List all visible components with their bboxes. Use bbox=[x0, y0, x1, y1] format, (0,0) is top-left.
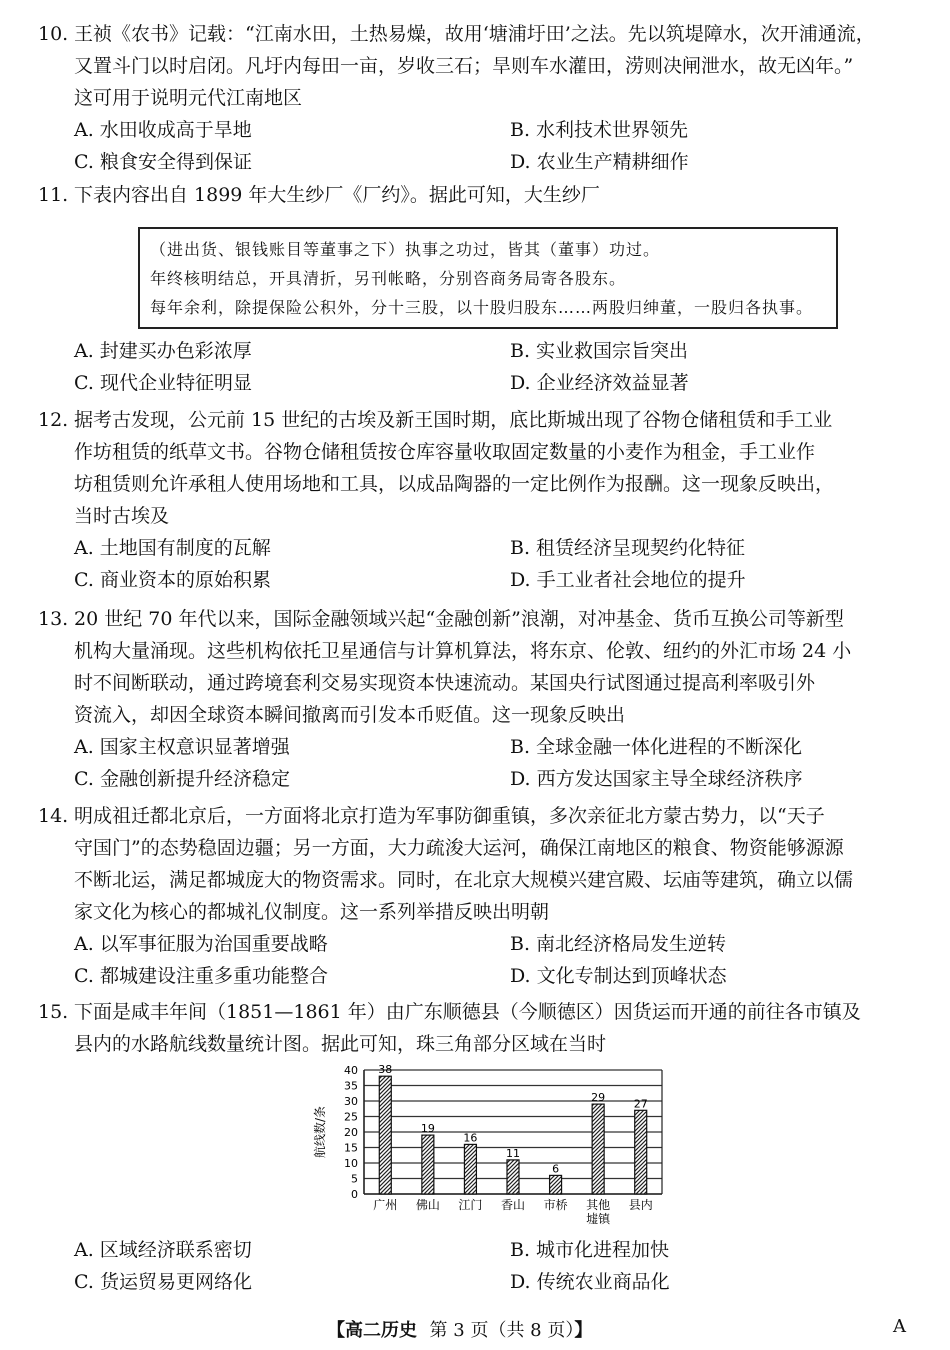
x-category-label: 香山 bbox=[500, 1198, 526, 1212]
question-15 bbox=[38, 996, 916, 1060]
question-10 bbox=[38, 18, 916, 178]
option-d[interactable]: D. 文化专制达到顶峰状态 bbox=[510, 965, 727, 987]
question-stem-line: 又置斗门以时启闭。凡圩内每田一亩，岁收三石；旱则车水灌田，涝则决闸泄水，故无凶年。” bbox=[74, 55, 854, 77]
question-stem-line: 13. 20 世纪 70 年代以来，国际金融领域兴起“金融创新”浪潮，对冲基金、货币互换公司等新型 bbox=[38, 603, 916, 635]
option-a[interactable]: A. 国家主权意识显著增强 bbox=[74, 736, 290, 758]
bar-value-label: 6 bbox=[552, 1162, 560, 1176]
question-stem-line: 县内的水路航线数量统计图。据此可知，珠三角部分区域在当时 bbox=[74, 1033, 607, 1055]
option-c[interactable]: C. 商业资本的原始积累 bbox=[74, 569, 271, 591]
option-d[interactable]: D. 传统农业商品化 bbox=[510, 1271, 670, 1293]
question-stem-line: 15. 下面是咸丰年间（1851—1861 年）由广东顺德县（今顺德区）因货运而开通的前往各市镇及 bbox=[38, 996, 916, 1028]
question-stem-line: 坊租赁则允许承租人使用场地和工具，以成品陶器的一定比例作为报酬。这一现象反映出， bbox=[74, 473, 835, 495]
option-a[interactable]: A. 水田收成高于旱地 bbox=[74, 119, 252, 141]
option-a[interactable]: A. 土地国有制度的瓦解 bbox=[74, 537, 271, 559]
question-11-options bbox=[38, 335, 916, 399]
question-14 bbox=[38, 800, 916, 992]
y-tick-label: 40 bbox=[344, 1064, 358, 1077]
option-c[interactable]: C. 货运贸易更网络化 bbox=[74, 1271, 252, 1293]
option-c[interactable]: C. 粮食安全得到保证 bbox=[74, 151, 252, 173]
y-tick-label: 5 bbox=[351, 1172, 358, 1186]
question-stem-line: 10. 王祯《农书》记载：“江南水田，土热易燥，故用‘塘浦圩田’之法。先以筑堤障水，次开浦通流， bbox=[38, 18, 916, 50]
question-stem-line: 资流入，却因全球资本瞬间撤离而引发本币贬值。这一现象反映出 bbox=[74, 704, 626, 726]
x-category-label: 县内 bbox=[628, 1198, 653, 1212]
options bbox=[38, 114, 916, 178]
option-b[interactable]: B. 城市化进程加快 bbox=[510, 1239, 670, 1261]
y-tick-label: 15 bbox=[344, 1141, 358, 1155]
question-stem-line: 这可用于说明元代江南地区 bbox=[74, 87, 303, 109]
x-category-label: 佛山 bbox=[415, 1198, 440, 1212]
question-number: 15. bbox=[38, 1001, 69, 1023]
option-a[interactable]: A. 区域经济联系密切 bbox=[74, 1239, 252, 1261]
question-stem-line: 当时古埃及 bbox=[74, 505, 170, 527]
bar bbox=[592, 1104, 604, 1194]
x-category-label: 江门 bbox=[458, 1198, 483, 1212]
question-15-options bbox=[38, 1234, 916, 1298]
option-b[interactable]: B. 水利技术世界领先 bbox=[510, 119, 689, 141]
y-tick-label: 0 bbox=[351, 1188, 358, 1201]
question-stem-line: 11. 下表内容出自 1899 年大生纱厂《厂约》。据此可知，大生纱厂 bbox=[38, 179, 916, 211]
options bbox=[38, 1234, 916, 1298]
question-stem-line: 时不间断联动，通过跨境套利交易实现资本快速流动。某国央行试图通过提高利率吸引外 bbox=[74, 672, 816, 694]
option-b[interactable]: B. 全球金融一体化进程的不断深化 bbox=[510, 736, 803, 758]
y-tick-label: 30 bbox=[344, 1095, 358, 1108]
bar bbox=[379, 1076, 391, 1194]
question-stem-line: 作坊租赁的纸草文书。谷物仓储租赁按仓库容量收取固定数量的小麦作为租金，手工业作 bbox=[74, 441, 816, 463]
options bbox=[38, 928, 916, 992]
option-c[interactable]: C. 现代企业特征明显 bbox=[74, 372, 252, 394]
quote-line: 每年余利，除提保险公积外，分十三股，以十股归股东……两股归绅董，一股归各执事。 bbox=[150, 298, 814, 317]
question-11 bbox=[38, 179, 916, 211]
y-tick-label: 20 bbox=[344, 1126, 358, 1139]
x-category-label: 广州 bbox=[373, 1198, 398, 1212]
option-b[interactable]: B. 租赁经济呈现契约化特征 bbox=[510, 537, 746, 559]
options bbox=[38, 731, 916, 795]
option-c[interactable]: C. 都城建设注重多重功能整合 bbox=[74, 965, 328, 987]
bar bbox=[507, 1160, 519, 1194]
question-stem-line: 家文化为核心的都城礼仪制度。这一系列举措反映出明朝 bbox=[74, 901, 550, 923]
x-category-label: 其他 bbox=[586, 1198, 611, 1212]
bar bbox=[464, 1144, 476, 1194]
options bbox=[38, 532, 916, 596]
bar-value-label: 16 bbox=[463, 1131, 478, 1145]
question-stem-line: 14. 明成祖迁都北京后，一方面将北京打造为军事防御重镇，多次亲征北方蒙古势力，以“天子 bbox=[38, 800, 916, 832]
y-tick-label: 25 bbox=[344, 1110, 358, 1124]
option-d[interactable]: D. 农业生产精耕细作 bbox=[510, 151, 689, 173]
x-category-label: 墟镇 bbox=[586, 1212, 611, 1226]
page-number: 第 3 页（共 8 页） bbox=[429, 1320, 575, 1341]
option-d[interactable]: D. 手工业者社会地位的提升 bbox=[510, 569, 746, 591]
bar-value-label: 29 bbox=[591, 1091, 606, 1105]
bar bbox=[550, 1175, 562, 1194]
question-stem-line: 机构大量涌现。这些机构依托卫星通信与计算机算法，将东京、伦敦、纽约的外汇市场 24 小 bbox=[74, 640, 852, 662]
question-number: 10. bbox=[38, 23, 69, 45]
footer-title: 【高二历史 第 3 页（共 8 页）】 bbox=[327, 1320, 593, 1341]
source-quote-box bbox=[138, 227, 838, 329]
question-number: 11. bbox=[38, 184, 69, 206]
option-b[interactable]: B. 南北经济格局发生逆转 bbox=[510, 933, 727, 955]
question-stem-line: 不断北运，满足都城庞大的物资需求。同时，在北京大规模兴建宫殿、坛庙等建筑，确立以儒 bbox=[74, 869, 854, 891]
question-number: 13. bbox=[38, 608, 69, 630]
x-category-label: 市桥 bbox=[543, 1198, 568, 1212]
quote-line: 年终核明结总，开具清折，另刊帐略，分别咨商务局寄各股东。 bbox=[150, 269, 627, 288]
route-count-bar-chart bbox=[300, 1062, 680, 1242]
version-label: A bbox=[893, 1316, 906, 1337]
question-number: 14. bbox=[38, 805, 69, 827]
question-stem-line: 守国门”的态势稳固边疆；另一方面，大力疏浚大运河，确保江南地区的粮食、物资能够源源 bbox=[74, 837, 844, 859]
bar-value-label: 11 bbox=[506, 1146, 520, 1160]
option-b[interactable]: B. 实业救国宗旨突出 bbox=[510, 340, 689, 362]
question-12 bbox=[38, 404, 916, 596]
bar bbox=[635, 1110, 647, 1194]
option-a[interactable]: A. 以军事征服为治国重要战略 bbox=[74, 933, 328, 955]
question-13 bbox=[38, 603, 916, 795]
option-a[interactable]: A. 封建买办色彩浓厚 bbox=[74, 340, 252, 362]
option-d[interactable]: D. 西方发达国家主导全球经济秩序 bbox=[510, 768, 803, 790]
question-number: 12. bbox=[38, 409, 69, 431]
question-stem-line: 12. 据考古发现，公元前 15 世纪的古埃及新王国时期，底比斯城出现了谷物仓储租赁和手工业 bbox=[38, 404, 916, 436]
option-c[interactable]: C. 金融创新提升经济稳定 bbox=[74, 768, 290, 790]
bar-value-label: 38 bbox=[378, 1063, 393, 1077]
quote-line: （进出货、银钱账目等董事之下）执事之功过，皆其（董事）功过。 bbox=[150, 240, 661, 259]
bar-value-label: 19 bbox=[420, 1122, 435, 1136]
y-tick-label: 35 bbox=[344, 1079, 358, 1093]
options bbox=[38, 335, 916, 399]
bar bbox=[422, 1135, 434, 1194]
y-tick-label: 10 bbox=[344, 1157, 358, 1170]
y-axis-label: 航线数/条 bbox=[313, 1105, 327, 1159]
bar-value-label: 27 bbox=[633, 1097, 648, 1111]
option-d[interactable]: D. 企业经济效益显著 bbox=[510, 372, 689, 394]
